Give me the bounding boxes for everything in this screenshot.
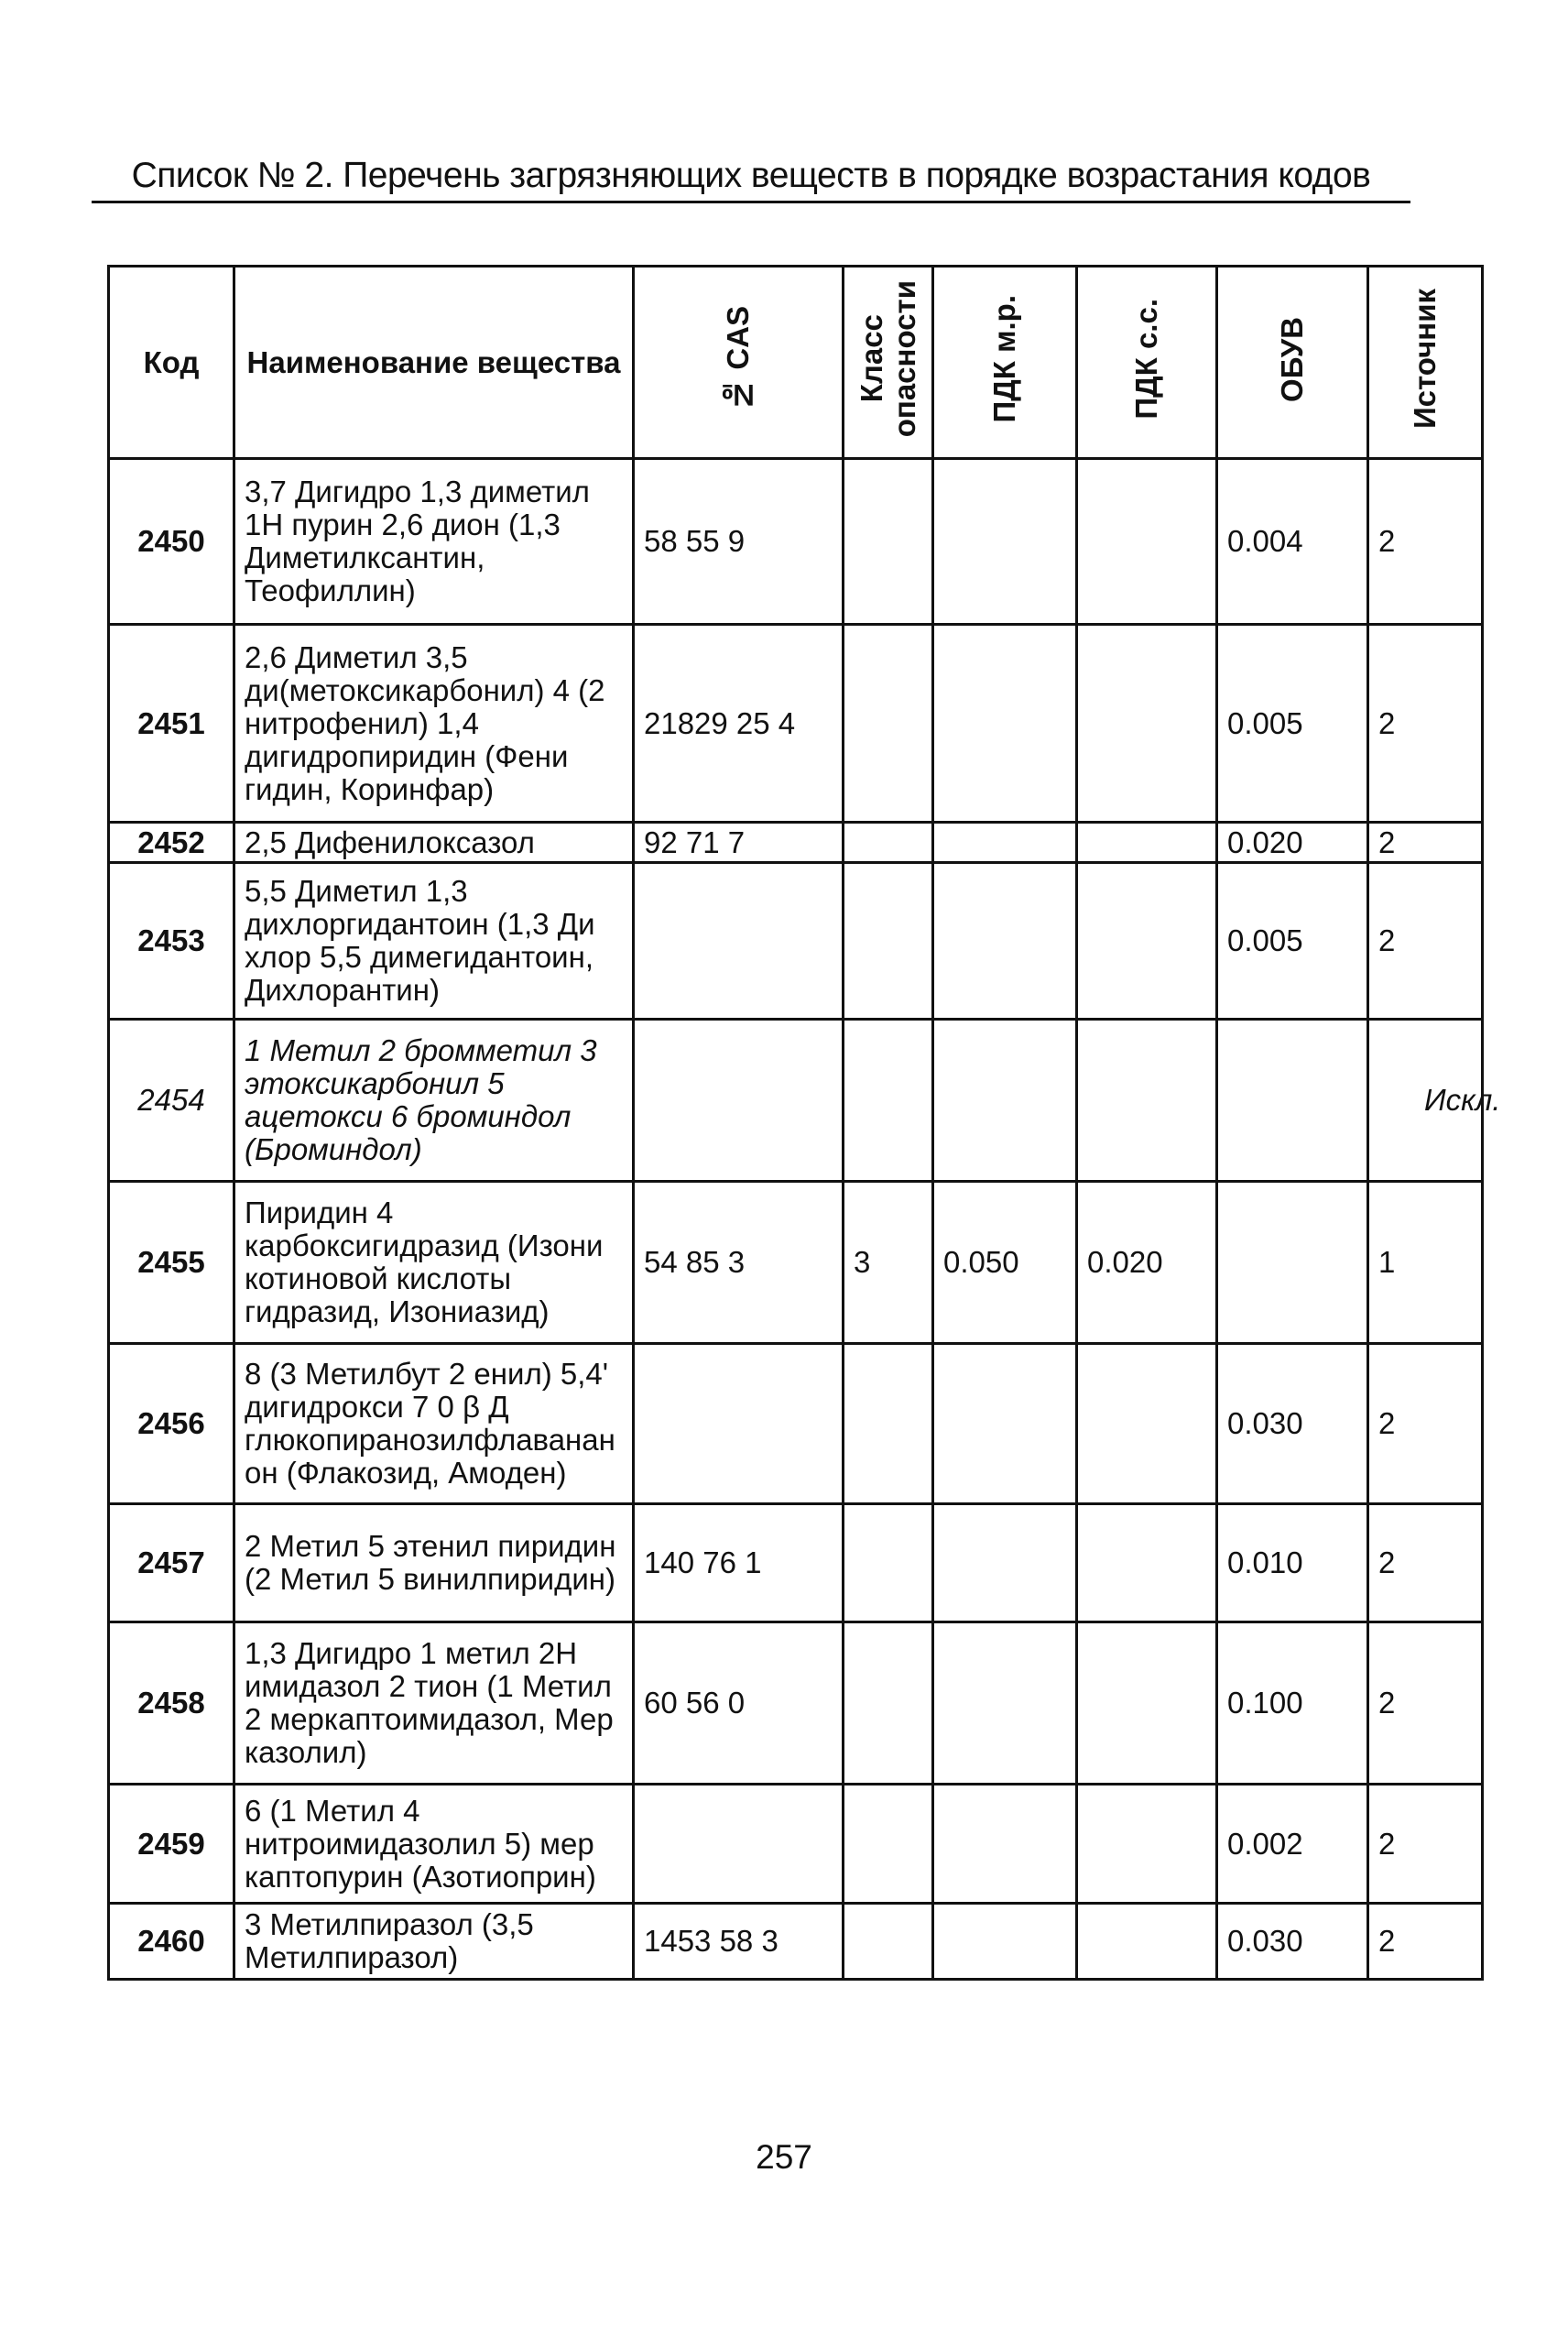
cell-source: 2 xyxy=(1368,1904,1483,1980)
cell-cas: 21829 25 4 xyxy=(634,625,844,823)
cell-pdk-mr xyxy=(933,1904,1077,1980)
cell-pdk-ss xyxy=(1077,1904,1217,1980)
cell-code: 2452 xyxy=(109,823,234,863)
cell-source: 2 xyxy=(1368,823,1483,863)
cell-code: 2456 xyxy=(109,1344,234,1504)
cell-code: 2454 xyxy=(109,1020,234,1182)
col-header-code: Код xyxy=(109,267,234,459)
table-row xyxy=(109,1904,1483,1980)
cell-hazard-class: 3 xyxy=(844,1182,933,1344)
cell-pdk-mr xyxy=(933,625,1077,823)
cell-hazard-class xyxy=(844,1504,933,1622)
cell-cas xyxy=(634,1785,844,1904)
cell-name: 2,5 Дифенилоксазол xyxy=(234,823,634,863)
cell-hazard-class xyxy=(844,1622,933,1785)
table-row xyxy=(109,1020,1483,1182)
col-header-hazard-class xyxy=(844,267,933,459)
cell-pdk-mr xyxy=(933,459,1077,625)
cell-name: 1,3 Дигидро 1 метил 2H имидазол 2 тион (1 Метил 2 меркаптоимидазол, Мер казолил) xyxy=(234,1622,634,1785)
cell-obuv: 0.100 xyxy=(1217,1622,1368,1785)
col-header-obuv-label: ОБУВ xyxy=(1275,316,1309,402)
cell-obuv: 0.002 xyxy=(1217,1785,1368,1904)
cell-source: 2 xyxy=(1368,625,1483,823)
col-header-pdk-ss-label: ПДК с.с. xyxy=(1129,299,1163,420)
cell-obuv xyxy=(1217,1182,1368,1344)
cell-obuv: 0.004 xyxy=(1217,459,1368,625)
table-row xyxy=(109,823,1483,863)
cell-name: 5,5 Диметил 1,3 дихлоргидантоин (1,3 Ди хлор 5,5 димегидантоин, Дихлорантин) xyxy=(234,863,634,1020)
cell-hazard-class xyxy=(844,863,933,1020)
col-header-obuv xyxy=(1217,267,1368,459)
cell-code: 2458 xyxy=(109,1622,234,1785)
cell-obuv xyxy=(1217,1020,1368,1182)
cell-pdk-ss xyxy=(1077,823,1217,863)
cell-pdk-mr xyxy=(933,823,1077,863)
cell-obuv: 0.030 xyxy=(1217,1904,1368,1980)
cell-source: Искл. xyxy=(1368,1020,1483,1182)
cell-pdk-ss xyxy=(1077,459,1217,625)
cell-name: 8 (3 Метилбут 2 енил) 5,4' дигидрокси 7 0 β Д глюкопиранозилфлаванан он (Флакозид, Амоден) xyxy=(234,1344,634,1504)
col-header-cas-label: № CAS xyxy=(721,306,755,412)
cell-hazard-class xyxy=(844,1020,933,1182)
cell-hazard-class xyxy=(844,459,933,625)
cell-pdk-mr xyxy=(933,863,1077,1020)
page-title: Список № 2. Перечень загрязняющих веществ в порядке возрастания кодов xyxy=(131,156,1371,195)
cell-name: 1 Метил 2 бромметил 3 этоксикарбонил 5 ацетокси 6 броминдол (Броминдол) xyxy=(234,1020,634,1182)
cell-hazard-class xyxy=(844,625,933,823)
table-header-row xyxy=(109,267,1483,459)
cell-code: 2459 xyxy=(109,1785,234,1904)
table-row xyxy=(109,1182,1483,1344)
cell-pdk-mr: 0.050 xyxy=(933,1182,1077,1344)
cell-source: 1 xyxy=(1368,1182,1483,1344)
cell-code: 2460 xyxy=(109,1904,234,1980)
cell-hazard-class xyxy=(844,1785,933,1904)
col-header-source-label: Источник xyxy=(1408,289,1442,430)
table-row xyxy=(109,1785,1483,1904)
table-row xyxy=(109,625,1483,823)
cell-cas: 54 85 3 xyxy=(634,1182,844,1344)
cell-pdk-ss xyxy=(1077,1020,1217,1182)
cell-source: 2 xyxy=(1368,1785,1483,1904)
table-row xyxy=(109,1344,1483,1504)
cell-obuv: 0.005 xyxy=(1217,863,1368,1020)
cell-pdk-ss xyxy=(1077,1622,1217,1785)
cell-obuv: 0.010 xyxy=(1217,1504,1368,1622)
col-header-pdk-mr-label: ПДК м.р. xyxy=(987,295,1021,423)
cell-cas: 1453 58 3 xyxy=(634,1904,844,1980)
cell-pdk-ss: 0.020 xyxy=(1077,1182,1217,1344)
cell-obuv: 0.020 xyxy=(1217,823,1368,863)
cell-pdk-ss xyxy=(1077,863,1217,1020)
col-header-hazard-class-label: Класс опасности xyxy=(854,280,921,438)
cell-hazard-class xyxy=(844,1344,933,1504)
cell-hazard-class xyxy=(844,1904,933,1980)
pollutants-table xyxy=(107,265,1501,1981)
cell-pdk-mr xyxy=(933,1622,1077,1785)
cell-code: 2455 xyxy=(109,1182,234,1344)
cell-obuv: 0.005 xyxy=(1217,625,1368,823)
cell-pdk-mr xyxy=(933,1504,1077,1622)
col-header-pdk-ss xyxy=(1077,267,1217,459)
cell-code: 2453 xyxy=(109,863,234,1020)
table-row xyxy=(109,459,1483,625)
cell-cas xyxy=(634,863,844,1020)
cell-cas xyxy=(634,1020,844,1182)
cell-pdk-ss xyxy=(1077,1504,1217,1622)
table-row xyxy=(109,1622,1483,1785)
cell-source: 2 xyxy=(1368,863,1483,1020)
cell-name: 3 Метилпиразол (3,5 Метилпиразол) xyxy=(234,1904,634,1980)
cell-name: 2,6 Диметил 3,5 ди(метоксикарбонил) 4 (2 нитрофенил) 1,4 дигидропиридин (Фени гидин, Коринфар) xyxy=(234,625,634,823)
col-header-cas xyxy=(634,267,844,459)
cell-pdk-ss xyxy=(1077,1785,1217,1904)
cell-pdk-mr xyxy=(933,1344,1077,1504)
cell-cas: 58 55 9 xyxy=(634,459,844,625)
cell-name: 2 Метил 5 этенил пиридин (2 Метил 5 винилпиридин) xyxy=(234,1504,634,1622)
col-header-name: Наименование вещества xyxy=(234,267,634,459)
cell-pdk-mr xyxy=(933,1020,1077,1182)
cell-pdk-ss xyxy=(1077,1344,1217,1504)
cell-name: 6 (1 Метил 4 нитроимидазолил 5) мер каптопурин (Азотиоприн) xyxy=(234,1785,634,1904)
cell-pdk-ss xyxy=(1077,625,1217,823)
cell-name: Пиридин 4 карбоксигидразид (Изони котиновой кислоты гидразид, Изониазид) xyxy=(234,1182,634,1344)
cell-source: 2 xyxy=(1368,1504,1483,1622)
cell-cas: 60 56 0 xyxy=(634,1622,844,1785)
cell-hazard-class xyxy=(844,823,933,863)
title-underline xyxy=(92,201,1410,203)
cell-code: 2451 xyxy=(109,625,234,823)
cell-obuv: 0.030 xyxy=(1217,1344,1368,1504)
col-header-pdk-mr xyxy=(933,267,1077,459)
cell-source: 2 xyxy=(1368,459,1483,625)
col-header-source xyxy=(1368,267,1483,459)
cell-source: 2 xyxy=(1368,1344,1483,1504)
cell-cas: 92 71 7 xyxy=(634,823,844,863)
cell-cas xyxy=(634,1344,844,1504)
table-row xyxy=(109,1504,1483,1622)
cell-pdk-mr xyxy=(933,1785,1077,1904)
page-number: 257 xyxy=(756,2138,812,2176)
table-row xyxy=(109,863,1483,1020)
cell-code: 2450 xyxy=(109,459,234,625)
cell-source: 2 xyxy=(1368,1622,1483,1785)
cell-name: 3,7 Дигидро 1,3 диметил 1H пурин 2,6 дион (1,3 Диметилксантин, Теофиллин) xyxy=(234,459,634,625)
cell-code: 2457 xyxy=(109,1504,234,1622)
cell-cas: 140 76 1 xyxy=(634,1504,844,1622)
